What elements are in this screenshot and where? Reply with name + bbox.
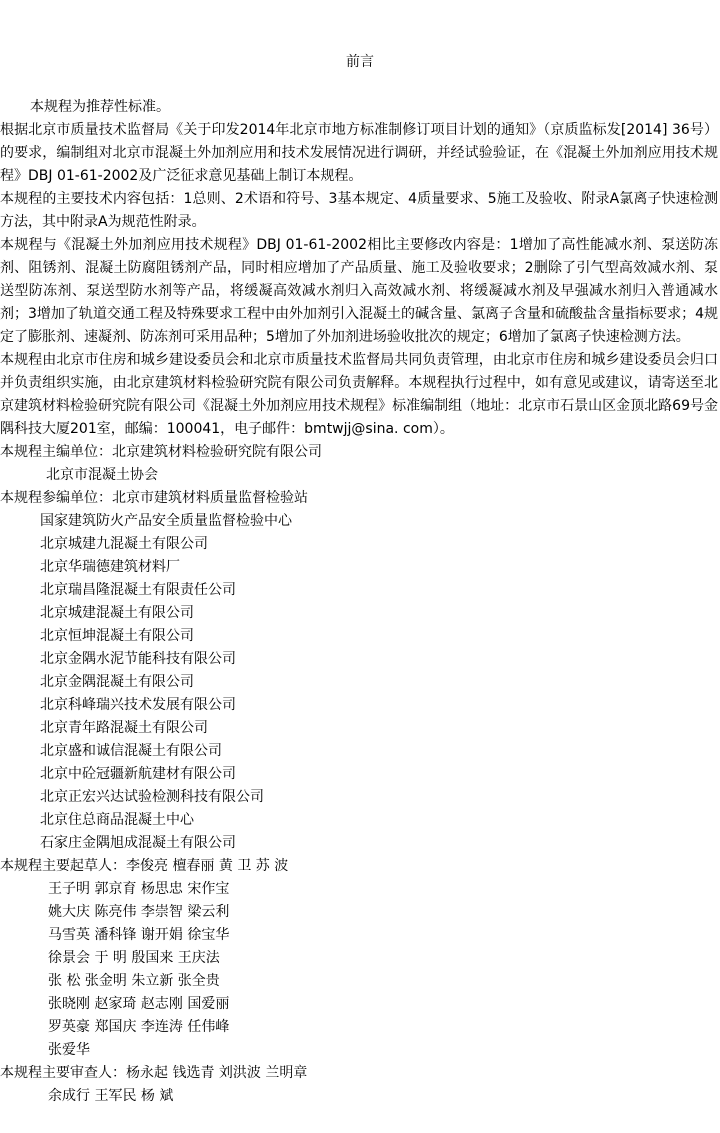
drafter-names: 李俊亮 檀春丽 黄 卫 苏 波 bbox=[126, 858, 289, 874]
participating-unit: 北京城建混凝土有限公司 bbox=[40, 605, 194, 621]
drafter-names: 姚大庆 陈亮伟 李崇智 梁云利 bbox=[48, 904, 230, 920]
reviewer-names: 杨永起 钱选青 刘洪波 兰明章 bbox=[126, 1065, 308, 1081]
paragraph-management: 本规程由北京市住房和城乡建设委员会和北京市质量技术监督局共同负责管理，由北京市住房和城乡建设委员会归口并负责组织实施，由北京建筑材料检验研究院有限公司负责解释。本规程执行过程中，如有意见或建议，请寄送至北京建筑材料检验研究院有限公司《混凝土外加剂应用技术规程》标准编制组（地址：北京市石景山区金顶北路69号金隅科技大厦201室，邮编：100041，电子邮件：bmtwjj@sina. com）。 bbox=[0, 352, 718, 437]
drafter-names: 王子明 郭京育 杨思忠 宋作宝 bbox=[48, 881, 230, 897]
page-title: 前言 bbox=[346, 54, 374, 70]
participating-unit: 北京金隅混凝土有限公司 bbox=[40, 674, 194, 690]
participating-unit: 北京正宏兴达试验检测科技有限公司 bbox=[40, 789, 264, 805]
chief-unit: 北京市混凝土协会 bbox=[46, 467, 158, 483]
participating-unit: 北京青年路混凝土有限公司 bbox=[40, 720, 208, 736]
reviewers-label: 本规程主要审查人： bbox=[0, 1065, 126, 1081]
participating-unit: 石家庄金隅旭成混凝土有限公司 bbox=[40, 835, 236, 851]
participating-unit: 北京金隅水泥节能科技有限公司 bbox=[40, 651, 236, 667]
drafter-names: 张晓刚 赵家琦 赵志刚 国爱丽 bbox=[48, 996, 230, 1012]
paragraph-intro: 本规程为推荐性标准。 bbox=[30, 99, 170, 115]
participating-unit: 北京中砼冠疆新航建材有限公司 bbox=[40, 766, 236, 782]
paragraph-contents: 本规程的主要技术内容包括：1总则、2术语和符号、3基本规定、4质量要求、5施工及验收、附录A氯离子快速检测方法，其中附录A为规范性附录。 bbox=[0, 191, 718, 230]
drafters-line bbox=[0, 855, 718, 878]
participating-units-line bbox=[0, 487, 718, 510]
participating-unit: 北京城建九混凝土有限公司 bbox=[40, 536, 208, 552]
reviewer-names: 余成行 王军民 杨 斌 bbox=[48, 1088, 174, 1104]
participating-unit: 北京住总商品混凝土中心 bbox=[40, 812, 194, 828]
participating-unit: 北京盛和诚信混凝土有限公司 bbox=[40, 743, 222, 759]
participating-unit: 北京市建筑材料质量监督检验站 bbox=[112, 490, 308, 506]
drafter-names: 罗英豪 郑国庆 李连涛 任伟峰 bbox=[48, 1019, 230, 1035]
participating-unit: 北京恒坤混凝土有限公司 bbox=[40, 628, 194, 644]
participating-unit: 北京科峰瑞兴技术发展有限公司 bbox=[40, 697, 236, 713]
drafter-names: 张爱华 bbox=[48, 1042, 90, 1058]
reviewers-line bbox=[0, 1062, 718, 1085]
drafter-names: 徐景会 于 明 殷国来 王庆法 bbox=[48, 950, 220, 966]
participating-unit: 国家建筑防火产品安全质量监督检验中心 bbox=[40, 513, 292, 529]
chief-units-line bbox=[0, 441, 718, 464]
participating-units-label: 本规程参编单位： bbox=[0, 490, 112, 506]
drafter-names: 马雪英 潘科锋 谢开娟 徐宝华 bbox=[48, 927, 230, 943]
paragraph-basis: 根据北京市质量技术监督局《关于印发2014年北京市地方标准制修订项目计划的通知》（京质监标发[2014] 36号）的要求，编制组对北京市混凝土外加剂应用和技术发展情况进行调研，并经试验验证，在《混凝土外加剂应用技术规程》DBJ 01-61-2002及广泛征求意见基础上制订本规程。 bbox=[0, 122, 718, 184]
document-body bbox=[0, 96, 718, 1108]
drafters-label: 本规程主要起草人： bbox=[0, 858, 126, 874]
paragraph-revisions: 本规程与《混凝土外加剂应用技术规程》DBJ 01-61-2002相比主要修改内容是：1增加了高性能减水剂、泵送防冻剂、阻锈剂、混凝土防腐阻锈剂产品，同时相应增加了产品质量、施工及验收要求；2删除了引气型高效减水剂、泵送型防冻剂、泵送型防水剂等产品，将缓凝高效减水剂归入高效减水剂、将缓凝减水剂及早强减水剂归入普通减水剂；3增加了轨道交通工程及特殊要求工程中由外加剂引入混凝土的碱含量、氯离子含量和硫酸盐含量指标要求；4规定了膨胀剂、速凝剂、防冻剂可采用品种；5增加了外加剂进场验收批次的规定；6增加了氯离子快速检测方法。 bbox=[0, 237, 718, 345]
chief-unit: 北京建筑材料检验研究院有限公司 bbox=[112, 444, 322, 460]
participating-unit: 北京华瑞德建筑材料厂 bbox=[40, 559, 180, 575]
chief-units-label: 本规程主编单位： bbox=[0, 444, 112, 460]
participating-unit: 北京瑞昌隆混凝土有限责任公司 bbox=[40, 582, 236, 598]
drafter-names: 张 松 张金明 朱立新 张全贵 bbox=[48, 973, 220, 989]
